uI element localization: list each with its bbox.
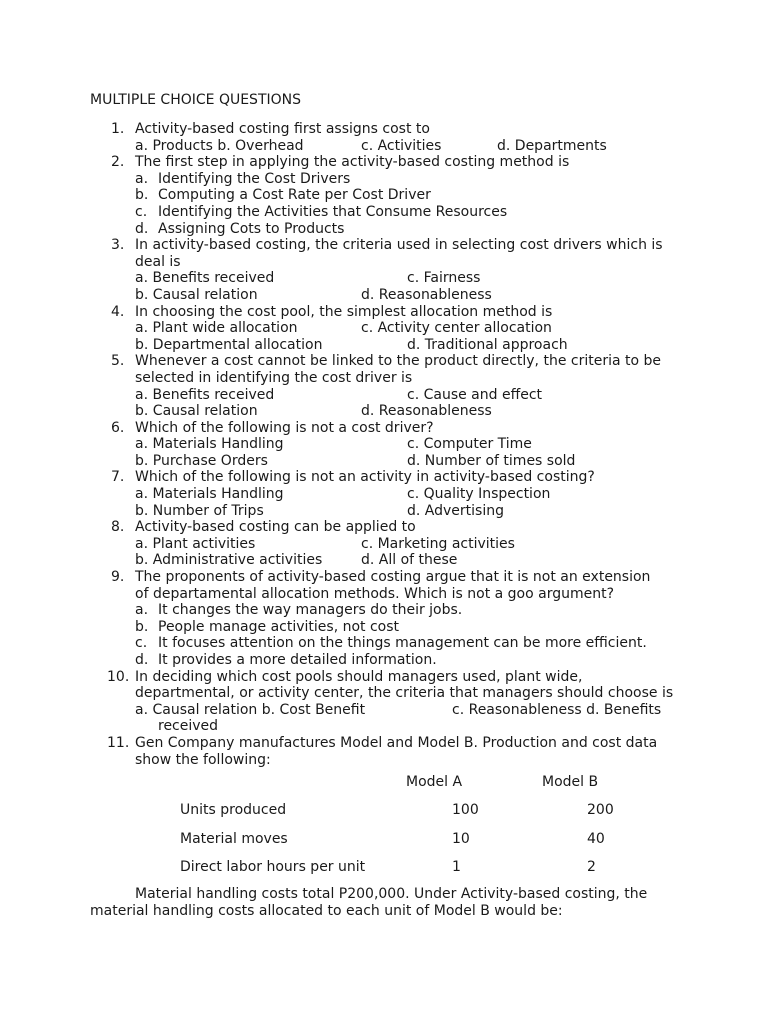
option-text: People manage activities, not cost: [158, 618, 400, 635]
option-b: b. Administrative activities: [135, 552, 323, 569]
option-row: [0, 320, 768, 337]
option-a: a. Materials Handling: [135, 436, 284, 453]
column-header-model-b: Model B: [542, 774, 599, 790]
option-letter: d.: [135, 652, 149, 668]
row-label: Direct labor hours per unit: [180, 859, 366, 875]
question-10: [0, 669, 768, 735]
option-row: [0, 702, 768, 719]
question-text: Gen Company manufactures Model and Model B. Production and cost data show the following:: [135, 734, 658, 768]
option-c: c. Fairness: [407, 270, 481, 287]
option-a: [135, 602, 768, 619]
option-c: c. Marketing activities: [361, 535, 515, 552]
question-2: [0, 154, 768, 237]
closing-line: material handling costs allocated to each unit of Model B would be:: [90, 902, 563, 919]
question-text: Which of the following is not a cost driver?: [135, 419, 434, 436]
option-d: d. Advertising: [407, 502, 504, 519]
option-a: a. Benefits received: [135, 386, 275, 403]
question-text: In activity-based costing, the criteria used in selecting cost drivers which is deal is: [135, 237, 663, 270]
option-letter: b.: [135, 618, 149, 635]
question-number: 4.: [111, 303, 125, 320]
option-a: a. Materials Handling: [135, 486, 284, 503]
question-number: 3.: [111, 237, 125, 254]
option-d: d. All of these: [361, 552, 458, 569]
question-number: 8.: [111, 519, 125, 536]
option-text: Assigning Cots to Products: [158, 220, 345, 237]
option-c: c. Computer Time: [407, 436, 532, 453]
option-c: c. Cause and effect: [407, 386, 543, 403]
question-4: [0, 304, 768, 354]
option-row: [0, 453, 768, 470]
option-cd: c. Reasonableness d. Benefits: [452, 701, 662, 718]
option-d: [135, 652, 768, 669]
option-text: It focuses attention on the things management can be more efficient.: [158, 635, 647, 652]
option-ab: a. Products b. Overhead: [135, 137, 304, 154]
question-text: Activity-based costing can be applied to: [135, 519, 416, 536]
cell-model-a: 10: [452, 831, 470, 847]
option-letter: c.: [135, 203, 148, 220]
question-number: 9.: [111, 569, 125, 586]
question-1: [0, 121, 768, 154]
option-row: [0, 536, 768, 553]
question-11: [0, 735, 768, 768]
option-a: a. Plant activities: [135, 535, 256, 552]
option-row: [0, 387, 768, 404]
option-row: [0, 138, 768, 155]
question-number: 10.: [107, 668, 130, 685]
option-b: b. Purchase Orders: [135, 452, 268, 469]
row-label: Units produced: [180, 802, 287, 818]
option-b: b. Number of Trips: [135, 502, 264, 519]
option-b: [135, 619, 768, 636]
option-c: [135, 204, 768, 221]
option-c: c. Quality Inspection: [407, 486, 551, 503]
option-row: [0, 486, 768, 503]
cell-model-a: 100: [452, 802, 479, 818]
option-letter: b.: [135, 187, 149, 204]
option-text: Identifying the Cost Drivers: [158, 170, 351, 187]
cell-model-b: 40: [587, 831, 605, 847]
option-row: [0, 270, 768, 287]
option-d: d. Number of times sold: [407, 452, 576, 469]
option-b: b. Causal relation: [135, 403, 258, 420]
option-letter: c.: [135, 635, 148, 652]
question-8: [0, 519, 768, 569]
closing-line: Material handling costs total P200,000. Under Activity-based costing, the: [135, 886, 648, 902]
option-row: [0, 287, 768, 304]
question-list: [0, 121, 768, 768]
option-d: [135, 221, 768, 238]
option-letter: a.: [135, 602, 149, 619]
option-text: It changes the way managers do their jobs.: [158, 602, 463, 619]
page-title: MULTIPLE CHOICE QUESTIONS: [90, 92, 301, 108]
option-c: c. Activity center allocation: [361, 320, 552, 337]
option-text: It provides a more detailed information.: [158, 652, 437, 668]
option-b: b. Causal relation: [135, 286, 258, 303]
option-row: [0, 403, 768, 420]
question-text: Activity-based costing first assigns cost to: [135, 121, 430, 137]
question-number: 2.: [111, 154, 125, 171]
option-letter: a.: [135, 170, 149, 187]
option-letter: d.: [135, 220, 149, 237]
option-a: a. Benefits received: [135, 270, 275, 287]
question-text: Whenever a cost cannot be linked to the product directly, the criteria to be selected in identifying the cost driver is: [135, 353, 662, 386]
option-a: a. Plant wide allocation: [135, 320, 298, 337]
cell-model-b: 2: [587, 859, 596, 875]
question-9: [0, 569, 768, 669]
option-text: Identifying the Activities that Consume Resources: [158, 203, 508, 220]
option-c: [135, 635, 768, 652]
option-row: [0, 337, 768, 354]
option-d: d. Reasonableness: [361, 403, 492, 420]
question-7: [0, 469, 768, 519]
row-label: Material moves: [180, 831, 288, 847]
closing-paragraph: [90, 886, 690, 919]
question-number: 1.: [111, 121, 125, 137]
option-b: [135, 187, 768, 204]
option-c: c. Activities: [361, 137, 442, 154]
question-text: The first step in applying the activity-based costing method is: [135, 154, 570, 171]
cell-model-b: 200: [587, 802, 614, 818]
question-number: 11.: [107, 734, 130, 751]
option-d: d. Traditional approach: [407, 336, 568, 353]
option-row: [0, 552, 768, 569]
question-number: 7.: [111, 469, 125, 486]
option-wrap: received: [158, 718, 219, 735]
option-b: b. Departmental allocation: [135, 336, 323, 353]
question-6: [0, 420, 768, 470]
question-text: The proponents of activity-based costing argue that it is not an extension of departamental allocation methods. Which is not a goo argument?: [135, 569, 651, 602]
question-3: [0, 237, 768, 303]
option-row: [0, 503, 768, 520]
question-text: In choosing the cost pool, the simplest allocation method is: [135, 303, 553, 320]
question-number: 5.: [111, 353, 125, 370]
option-text: Computing a Cost Rate per Cost Driver: [158, 187, 431, 204]
option-row: [0, 436, 768, 453]
question-text: Which of the following is not an activity in activity-based costing?: [135, 469, 595, 486]
option-ab: a. Causal relation b. Cost Benefit: [135, 701, 366, 718]
cell-model-a: 1: [452, 859, 461, 875]
column-header-model-a: Model A: [406, 774, 463, 790]
option-a: [135, 171, 768, 188]
option-d: d. Reasonableness: [361, 286, 492, 303]
question-number: 6.: [111, 419, 125, 436]
question-text: In deciding which cost pools should managers used, plant wide, departmental, or activity center, the criteria that managers should choose is: [135, 668, 674, 702]
question-5: [0, 353, 768, 419]
option-d: d. Departments: [497, 137, 607, 154]
